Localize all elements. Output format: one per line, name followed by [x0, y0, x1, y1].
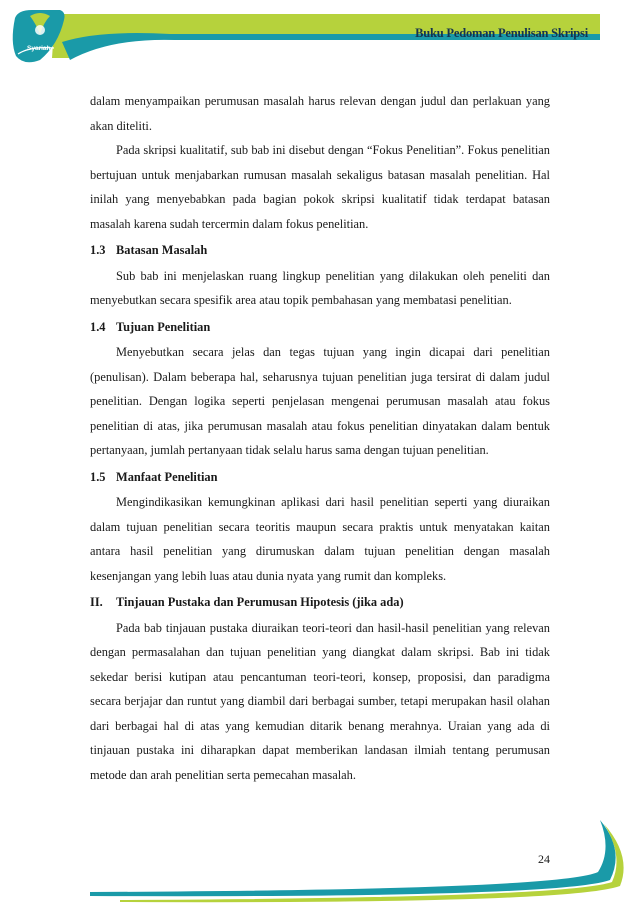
- paragraph: Pada bab tinjauan pustaka diuraikan teori-teori dan hasil-hasil penelitian yang relevan dengan permasalahan dan tujuan penelitian yang diangkat dalam skripsi. Bab ini tidak sekedar berisi kutipan atau pencantuman teori-teori, konsep, proposisi, dan paradigma secara berjajar dan runtut yang diambil dari berbagai sumber, tetapi merupakan hasil olahan dari berbagai hal di atas yang kemudian ditarik benang merahnya. Uraian yang ada di tinjauan pustaka ini diharapkan dapat memberikan landasan ilmiah tentang perumusan metode dan arah penelitian serta pemecahan masalah.: [90, 620, 550, 782]
- paragraph: Menyebutkan secara jelas dan tegas tujuan yang ingin dicapai dari penelitian (penulisan). Dalam beberapa hal, seharusnya tujuan penelitian juga tersirat di dalam judul penelitian. Dengan logika seperti penjelasan mengenai perumusan masalah atau fokus penelitian di atas, jika perumusan masalah atau fokus penelitian dinyatakan dalam bentuk pertanyaan, jumlah pertanyaan tidak selalu harus sama dengan tujuan penelitian.: [90, 345, 550, 457]
- paragraph: Sub bab ini menjelaskan ruang lingkup penelitian yang dilakukan oleh peneliti dan menyebutkan secara spesifik area atau topik pembahasan yang membatasi penelitian.: [90, 268, 550, 307]
- section-heading: [90, 315, 550, 340]
- chapter-title: Tinjauan Pustaka dan Perumusan Hipotesis (jika ada): [116, 595, 404, 609]
- paragraph: dalam menyampaikan perumusan masalah harus relevan dengan judul dan perlakuan yang akan diteliti.: [90, 94, 550, 133]
- section-number: 1.5: [90, 469, 106, 484]
- chapter-heading: [90, 590, 550, 615]
- paragraph: Pada skripsi kualitatif, sub bab ini disebut dengan “Fokus Penelitian”. Fokus penelitian bertujuan untuk menjabarkan rumusan masalah sekaligus batasan masalah penelitian. Hal inilah yang menyebabkan pada bagian pokok skripsi kualitatif tidak terdapat batasan masalah karena sudah tercermin dalam fokus penelitian.: [90, 143, 550, 231]
- logo-label: Syariah: [27, 45, 51, 52]
- section-heading: [90, 465, 550, 490]
- section-title: Tujuan Penelitian: [116, 319, 211, 334]
- section-title: Manfaat Penelitian: [116, 469, 218, 484]
- paragraph: Mengindikasikan kemungkinan aplikasi dari hasil penelitian seperti yang diuraikan dalam tujuan penelitian secara teoritis maupun secara praktis untuk menyatakan kaitan antara hasil penelitian yang dirumuskan dalam tujuan penelitian dengan masalah kesenjangan yang lebih luas atau dunia nyata yang rumit dan kompleks.: [90, 495, 550, 583]
- page-header: [0, 0, 638, 72]
- section-title: Batasan Masalah: [116, 243, 208, 257]
- section-heading: [90, 238, 550, 263]
- header-title: Buku Pedoman Penulisan Skripsi: [415, 26, 588, 40]
- section-number: 1.4: [90, 319, 106, 334]
- chapter-number: II.: [90, 595, 103, 609]
- section-number: 1.3: [90, 243, 106, 257]
- document-body: [90, 89, 550, 787]
- page-number: 24: [538, 852, 550, 866]
